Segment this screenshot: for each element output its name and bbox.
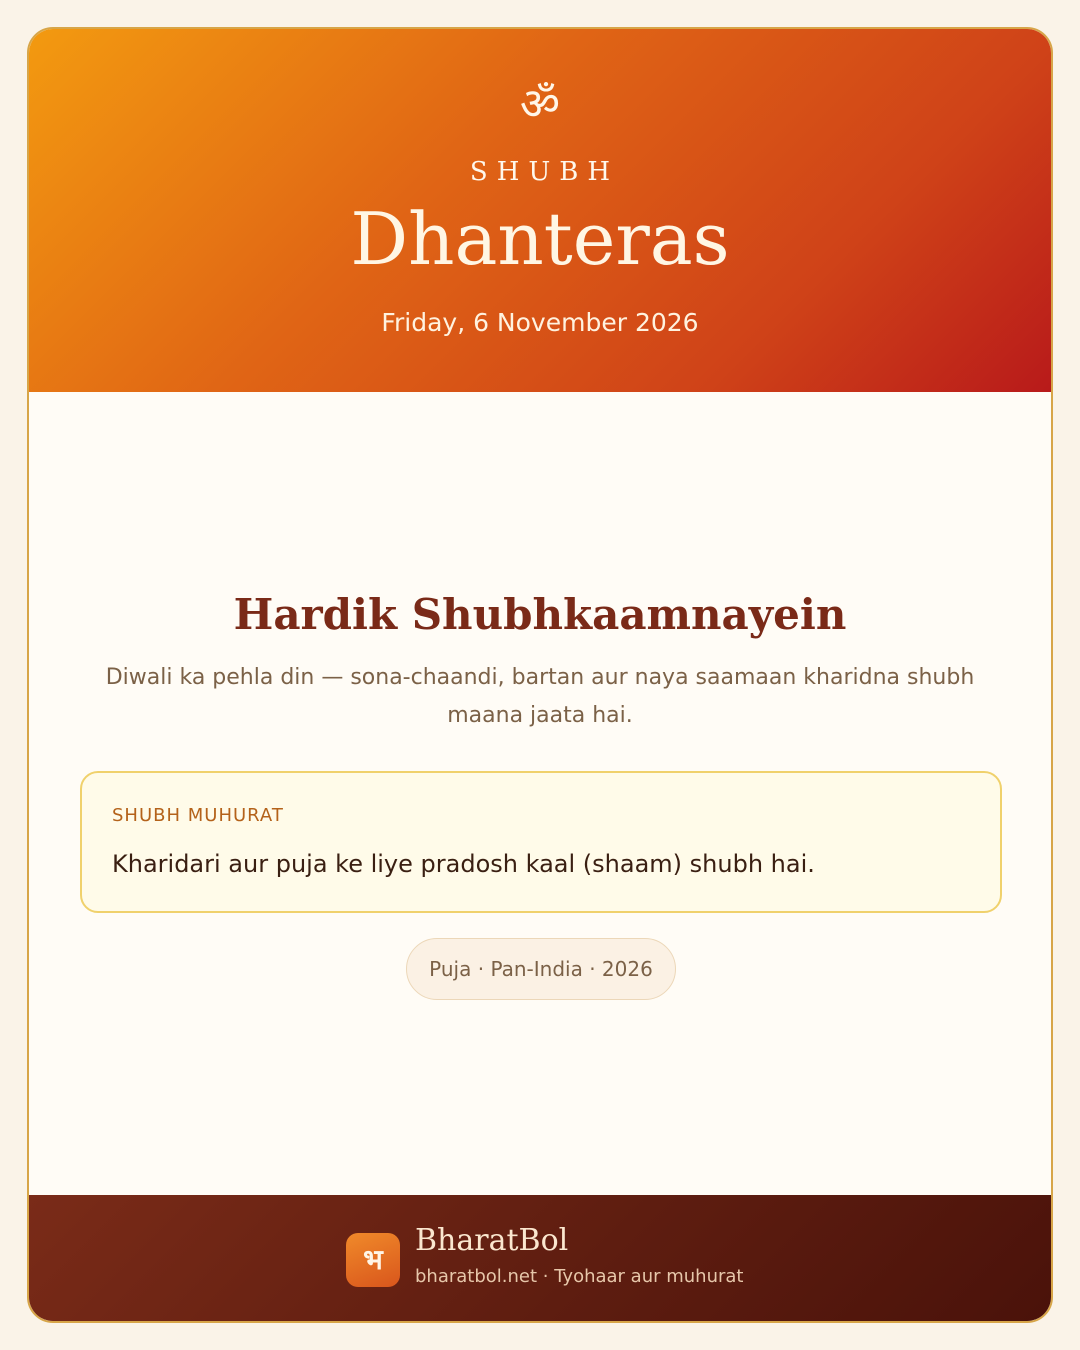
muhurat-text: Kharidari aur puja ke liye pradosh kaal (shaam) shubh hai. [112, 850, 815, 878]
card-footer [29, 1195, 1051, 1323]
bharatbol-logo-icon: भ [346, 1233, 400, 1287]
muhurat-box [80, 771, 1002, 913]
card-header [29, 29, 1051, 392]
festival-date: Friday, 6 November 2026 [381, 308, 699, 337]
header-eyebrow: SHUBH [469, 157, 620, 187]
category-tag: Puja · Pan-India · 2026 [406, 938, 676, 1000]
brand-name: BharatBol [415, 1223, 569, 1258]
om-icon: ॐ [519, 79, 561, 130]
festival-description: Diwali ka pehla din — sona-chaandi, bartan aur naya saamaan kharidna shubh maana jaata hai. [105, 665, 975, 728]
greeting-heading: Hardik Shubhkaamnayein [233, 590, 847, 639]
festival-title: Dhanteras [350, 197, 730, 281]
festival-card [27, 27, 1053, 1323]
brand-subtitle: bharatbol.net · Tyohaar aur muhurat [415, 1266, 744, 1287]
muhurat-label: SHUBH MUHURAT [112, 805, 284, 826]
